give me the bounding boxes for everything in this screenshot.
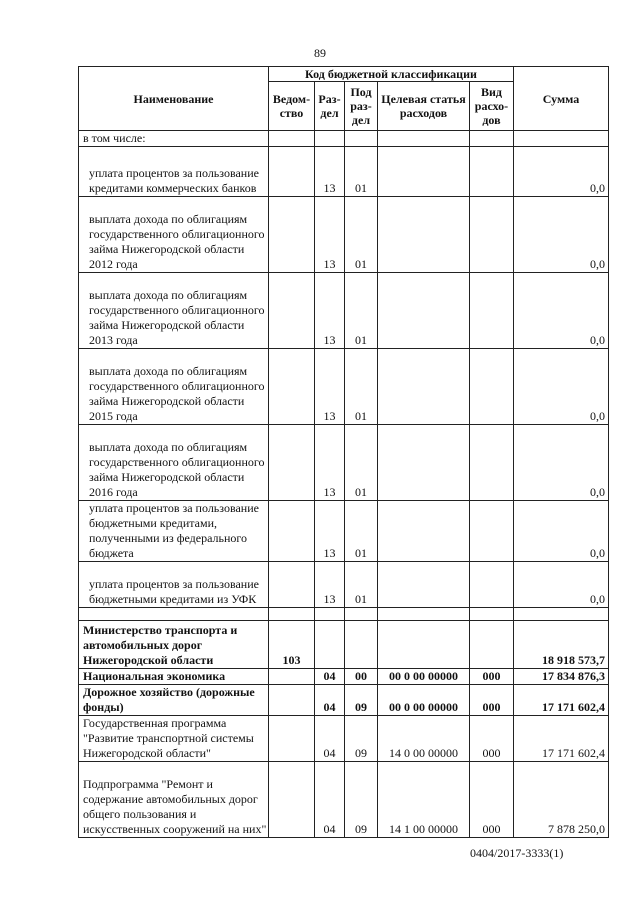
cell-razdel: 13 [315,562,345,608]
cell-name: выплата дохода по облигациям государственного облигационного займа Нижегородской области 2015 года [79,349,269,425]
cell-celevaya-statya [378,197,470,273]
cell-vedomstvo [269,197,315,273]
cell-name: Государственная программа "Развитие транспортной системы Нижегородской области" [79,716,269,762]
document-code: 0404/2017-3333(1) [470,846,564,860]
cell-podrazdel: 01 [345,562,378,608]
table-row [79,147,609,197]
cell-podrazdel [345,608,378,621]
cell-vid-rashodov: 000 [470,716,514,762]
cell-razdel: 13 [315,501,345,562]
cell-vedomstvo [269,562,315,608]
cell-sum: 0,0 [514,197,609,273]
cell-celevaya-statya [378,425,470,501]
cell-celevaya-statya [378,147,470,197]
table-row [79,501,609,562]
cell-vedomstvo: 103 [269,621,315,669]
cell-celevaya-statya [378,608,470,621]
cell-celevaya-statya: 00 0 00 00000 [378,669,470,685]
cell-sum [514,131,609,147]
cell-name: выплата дохода по облигациям государственного облигационного займа Нижегородской области 2016 года [79,425,269,501]
cell-razdel [315,608,345,621]
cell-sum: 0,0 [514,349,609,425]
cell-vedomstvo [269,685,315,716]
header-classification-group: Код бюджетной классификации [269,67,514,82]
cell-vedomstvo [269,147,315,197]
cell-sum: 18 918 573,7 [514,621,609,669]
cell-vid-rashodov: 000 [470,669,514,685]
cell-vid-rashodov [470,197,514,273]
cell-name: Национальная экономика [79,669,269,685]
cell-razdel [315,131,345,147]
cell-celevaya-statya [378,273,470,349]
cell-name: Дорожное хозяйство (дорожные фонды) [79,685,269,716]
cell-vid-rashodov [470,425,514,501]
cell-podrazdel: 01 [345,349,378,425]
cell-celevaya-statya: 14 1 00 00000 [378,762,470,838]
table-row [79,197,609,273]
cell-podrazdel: 09 [345,685,378,716]
cell-vid-rashodov [470,349,514,425]
header-podrazdel: Под раз-дел [345,82,378,131]
table-body [79,131,609,838]
cell-name: выплата дохода по облигациям государственного облигационного займа Нижегородской области 2012 года [79,197,269,273]
table-row [79,685,609,716]
cell-vid-rashodov: 000 [470,762,514,838]
table-row [79,349,609,425]
header-razdel: Раз-дел [315,82,345,131]
cell-name [79,608,269,621]
cell-sum: 0,0 [514,562,609,608]
table-row [79,562,609,608]
cell-name: выплата дохода по облигациям государственного облигационного займа Нижегородской области 2013 года [79,273,269,349]
cell-sum: 17 171 602,4 [514,716,609,762]
cell-razdel: 04 [315,762,345,838]
cell-podrazdel: 01 [345,425,378,501]
cell-sum: 0,0 [514,147,609,197]
table-row [79,669,609,685]
cell-podrazdel: 01 [345,197,378,273]
budget-table [78,66,609,838]
cell-sum: 0,0 [514,501,609,562]
cell-razdel: 13 [315,147,345,197]
cell-name: Министерство транспорта и автомобильных дорог Нижегородской области [79,621,269,669]
cell-sum: 7 878 250,0 [514,762,609,838]
cell-podrazdel [345,131,378,147]
cell-podrazdel: 09 [345,762,378,838]
table-row [79,131,609,147]
cell-celevaya-statya: 14 0 00 00000 [378,716,470,762]
cell-vedomstvo [269,501,315,562]
cell-razdel [315,621,345,669]
cell-razdel: 04 [315,716,345,762]
cell-razdel: 13 [315,349,345,425]
cell-celevaya-statya [378,131,470,147]
cell-vid-rashodov [470,273,514,349]
cell-vedomstvo [269,131,315,147]
table-row [79,621,609,669]
cell-razdel: 13 [315,197,345,273]
cell-vid-rashodov: 000 [470,685,514,716]
cell-celevaya-statya [378,562,470,608]
header-name: Наименование [79,67,269,131]
cell-sum [514,608,609,621]
cell-podrazdel: 01 [345,147,378,197]
cell-vedomstvo [269,608,315,621]
cell-sum: 17 834 876,3 [514,669,609,685]
cell-celevaya-statya: 00 0 00 00000 [378,685,470,716]
cell-razdel: 04 [315,685,345,716]
cell-celevaya-statya [378,501,470,562]
cell-sum: 0,0 [514,425,609,501]
cell-sum: 0,0 [514,273,609,349]
cell-name: уплата процентов за пользование бюджетными кредитами, полученными из федерального бюджета [79,501,269,562]
cell-name: уплата процентов за пользование бюджетными кредитами из УФК [79,562,269,608]
cell-razdel: 04 [315,669,345,685]
header-celevaya-statya: Целевая статья расходов [378,82,470,131]
cell-podrazdel [345,621,378,669]
cell-vid-rashodov [470,131,514,147]
cell-vid-rashodov [470,621,514,669]
cell-name: в том числе: [79,131,269,147]
cell-celevaya-statya [378,349,470,425]
cell-podrazdel: 01 [345,273,378,349]
cell-vedomstvo [269,425,315,501]
cell-podrazdel: 01 [345,501,378,562]
cell-vedomstvo [269,716,315,762]
table-row [79,425,609,501]
cell-vedomstvo [269,762,315,838]
table-row [79,608,609,621]
cell-name: уплата процентов за пользование кредитами коммерческих банков [79,147,269,197]
header-sum: Сумма [514,67,609,131]
table-row [79,273,609,349]
table-row [79,762,609,838]
cell-vid-rashodov [470,608,514,621]
cell-celevaya-statya [378,621,470,669]
cell-razdel: 13 [315,273,345,349]
cell-sum: 17 171 602,4 [514,685,609,716]
cell-podrazdel: 09 [345,716,378,762]
cell-razdel: 13 [315,425,345,501]
cell-vid-rashodov [470,501,514,562]
cell-vedomstvo [269,273,315,349]
cell-podrazdel: 00 [345,669,378,685]
table-row [79,716,609,762]
header-vid-rashodov: Вид расхо-дов [470,82,514,131]
header-vedomstvo: Ведом-ство [269,82,315,131]
page-number: 89 [314,46,326,60]
cell-vid-rashodov [470,147,514,197]
cell-name: Подпрограмма "Ремонт и содержание автомобильных дорог общего пользования и искусственных сооружений на них" [79,762,269,838]
cell-vedomstvo [269,349,315,425]
cell-vid-rashodov [470,562,514,608]
cell-vedomstvo [269,669,315,685]
